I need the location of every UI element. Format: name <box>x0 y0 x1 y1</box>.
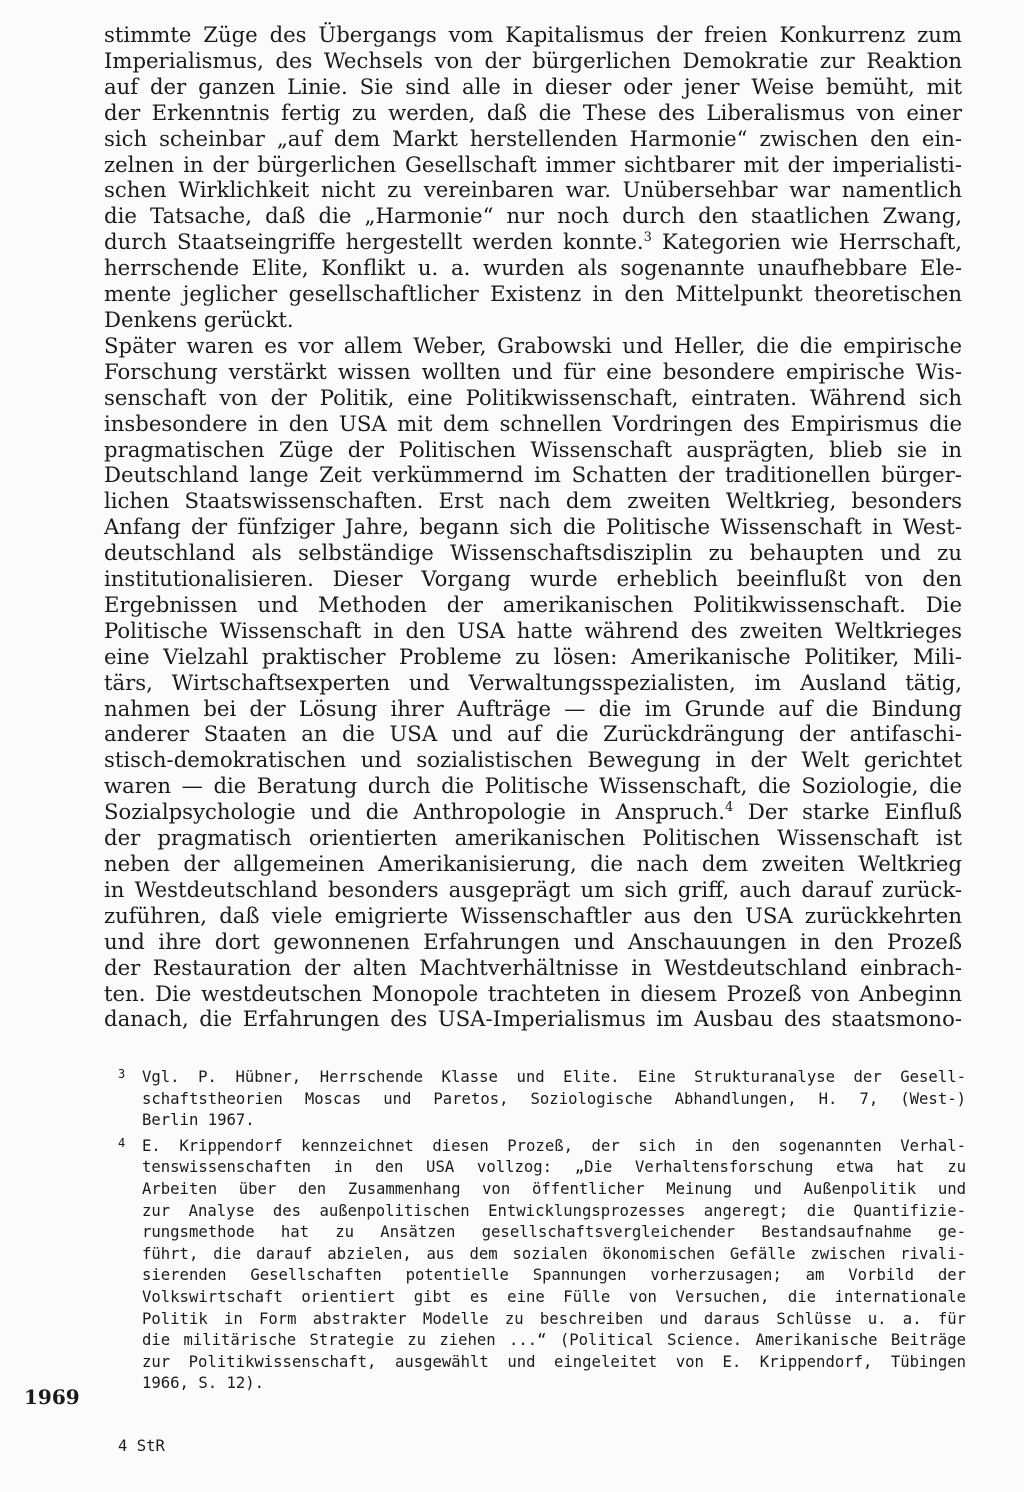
text-line: Deutschland lange Zeit verkümmernd im Schatten der traditionellen bürger- <box>104 462 962 488</box>
text-line: eine Vielzahl praktischer Probleme zu lösen: Amerikanische Politiker, Mili- <box>104 643 962 669</box>
text-line: Anfang der fünfziger Jahre, begann sich die Politische Wissenschaft in West- <box>104 514 962 540</box>
footnote-4 <box>118 1136 966 1395</box>
text-line: danach, die Erfahrungen des USA-Imperialismus im Ausbau des staatsmono- <box>104 1006 962 1032</box>
text-line: die Tatsache, daß die „Harmonie“ nur noch durch den staatlichen Zwang, <box>104 203 962 229</box>
text-line: ten. Die westdeutschen Monopole trachteten in diesem Prozeß von Anbeginn <box>104 980 962 1006</box>
footnote-ref-4: 4 <box>724 800 734 816</box>
footnote-line: E. Krippendorf kennzeichnet diesen Prozeß, der sich in den sogenannten Verhal- <box>142 1136 966 1155</box>
text-line: neben der allgemeinen Amerikanisierung, die nach dem zweiten Weltkrieg <box>104 851 962 876</box>
text-line: schen Wirklichkeit nicht zu vereinbaren war. Unübersehbar war namentlich <box>104 177 962 203</box>
footnote-line: Politik in Form abstrakter Modelle zu beschreiben und daraus Schlüsse u. a. für <box>142 1309 966 1328</box>
text-line: der Restauration der alten Machtverhältnisse in Westdeutschland einbrach- <box>104 954 962 980</box>
footnote-line: Arbeiten über den Zusammenhang von öffentlicher Meinung und Außenpolitik und <box>142 1179 966 1198</box>
footnote-line: zur Politikwissenschaft, ausgewählt und eingeleitet von E. Krippendorf, Tübingen <box>142 1352 966 1371</box>
footnote-line: Volkswirtschaft orientiert gibt es eine Fülle von Versuchen, die internationale <box>142 1287 966 1306</box>
text-line: waren — die Beratung durch die Politische Wissenschaft, die Soziologie, die <box>104 773 962 799</box>
text-line-part: Der starke Einfluß <box>733 799 963 825</box>
footnote-line: Vgl. P. Hübner, Herrschende Klasse und Elite. Eine Strukturanalyse der Gesell- <box>142 1068 966 1086</box>
sheet-signature: 4 StR <box>118 1437 165 1455</box>
footnote-3 <box>118 1067 966 1132</box>
text-line: mente jeglicher gesellschaftlicher Existenz in den Mittelpunkt theoretischen <box>104 281 962 307</box>
text-line-with-footnote-ref <box>104 799 962 825</box>
text-line: der Erkenntnis fertig zu werden, daß die These des Liberalismus von einer <box>104 99 962 125</box>
text-line: lichen Staatswissenschaften. Erst nach dem zweiten Weltkrieg, besonders <box>104 488 962 514</box>
text-line: nahmen bei der Lösung ihrer Aufträge — die im Grunde auf die Bindung <box>104 695 962 721</box>
text-line: senschaft von der Politik, eine Politikwissenschaft, eintraten. Während sich <box>104 384 962 410</box>
page-number: 1969 <box>24 1385 80 1409</box>
text-line: institutionalisieren. Dieser Vorgang wurde erheblich beeinflußt von den <box>104 566 962 592</box>
main-body-text <box>104 22 962 1032</box>
text-line: Später waren es vor allem Weber, Grabowski und Heller, die die empirische <box>104 332 962 358</box>
text-line: der pragmatisch orientierten amerikanischen Politischen Wissenschaft ist <box>104 825 962 851</box>
text-line: Imperialismus, des Wechsels von der bürgerlichen Demokratie zur Reaktion <box>104 47 962 73</box>
text-line: deutschland als selbständige Wissenschaftsdisziplin zu behaupten und zu <box>104 540 962 566</box>
text-line: Forschung verstärkt wissen wollten und für eine besondere empirische Wis- <box>104 358 962 384</box>
text-line: tärs, Wirtschaftsexperten und Verwaltungsspezialisten, im Ausland tätig, <box>104 669 962 695</box>
text-line-part: durch Staatseingriffe hergestellt werden konnte. <box>104 229 644 255</box>
footnote-ref-3: 3 <box>643 230 652 246</box>
text-line: anderer Staaten an die USA und auf die Zurückdrängung der antifaschi- <box>104 721 962 747</box>
text-line: Ergebnissen und Methoden der amerikanischen Politikwissenschaft. Die <box>104 591 962 617</box>
footnote-line: Berlin 1967. <box>142 1111 255 1130</box>
text-line: auf der ganzen Linie. Sie sind alle in dieser oder jener Weise bemüht, mit <box>104 73 962 99</box>
text-line: stimmte Züge des Übergangs vom Kapitalismus der freien Konkurrenz zum <box>104 22 962 47</box>
text-line: insbesondere in den USA mit dem schnellen Vordringen des Empirismus die <box>104 410 962 436</box>
text-line: pragmatischen Züge der Politischen Wissenschaft ausprägten, blieb sie in <box>104 436 962 462</box>
footnote-line: tenswissenschaften in den USA vollzog: „Die Verhaltensforschung etwa hat zu <box>142 1158 966 1177</box>
footnote-line: führt, die darauf abzielen, aus dem sozialen ökonomischen Gefälle zwischen rivali- <box>142 1244 966 1263</box>
text-line: Denkens gerückt. <box>104 306 294 332</box>
footnotes <box>118 1067 966 1399</box>
text-line-part: Kategorien wie Herrschaft, <box>651 229 962 255</box>
footnote-line: 1966, S. 12). <box>142 1374 265 1393</box>
text-line-with-footnote-ref <box>104 229 962 255</box>
text-line: und ihre dort gewonnenen Erfahrungen und Anschauungen in den Prozeß <box>104 928 962 954</box>
footnote-line: schaftstheorien Moscas und Paretos, Soziologische Abhandlungen, H. 7, (West-) <box>142 1089 966 1108</box>
footnote-line: zur Analyse des außenpolitischen Entwicklungsprozesses angeregt; die Quantifizie- <box>142 1201 966 1220</box>
text-line: zelnen in der bürgerlichen Gesellschaft immer sichtbarer mit der imperialisti- <box>104 151 962 177</box>
footnote-line: sierenden Gesellschaften potentielle Spannungen vorherzusagen; am Vorbild der <box>142 1266 966 1285</box>
text-line: stisch-demokratischen und sozialistischen Bewegung in der Welt gerichtet <box>104 747 962 773</box>
footnote-line: die militärische Strategie zu ziehen ...“ (Political Science. Amerikanische Beiträge <box>142 1331 966 1350</box>
text-line-part: Sozialpsychologie und die Anthropologie in Anspruch. <box>104 799 725 825</box>
text-line: sich scheinbar „auf dem Markt herstellenden Harmonie“ zwischen den ein- <box>104 125 962 151</box>
footnote-number: 3 <box>118 1067 126 1081</box>
text-line: Politische Wissenschaft in den USA hatte während des zweiten Weltkrieges <box>104 617 962 643</box>
text-line: herrschende Elite, Konflikt u. a. wurden als sogenannte unaufhebbare Ele- <box>104 255 962 281</box>
footnote-line: rungsmethode hat zu Ansätzen gesellschaftsvergleichender Bestandsaufnahme ge- <box>142 1223 966 1242</box>
text-line: in Westdeutschland besonders ausgeprägt um sich griff, auch darauf zurück- <box>104 876 962 902</box>
text-line: zuführen, daß viele emigrierte Wissenschaftler aus den USA zurückkehrten <box>104 902 962 928</box>
footnote-number: 4 <box>118 1135 126 1150</box>
